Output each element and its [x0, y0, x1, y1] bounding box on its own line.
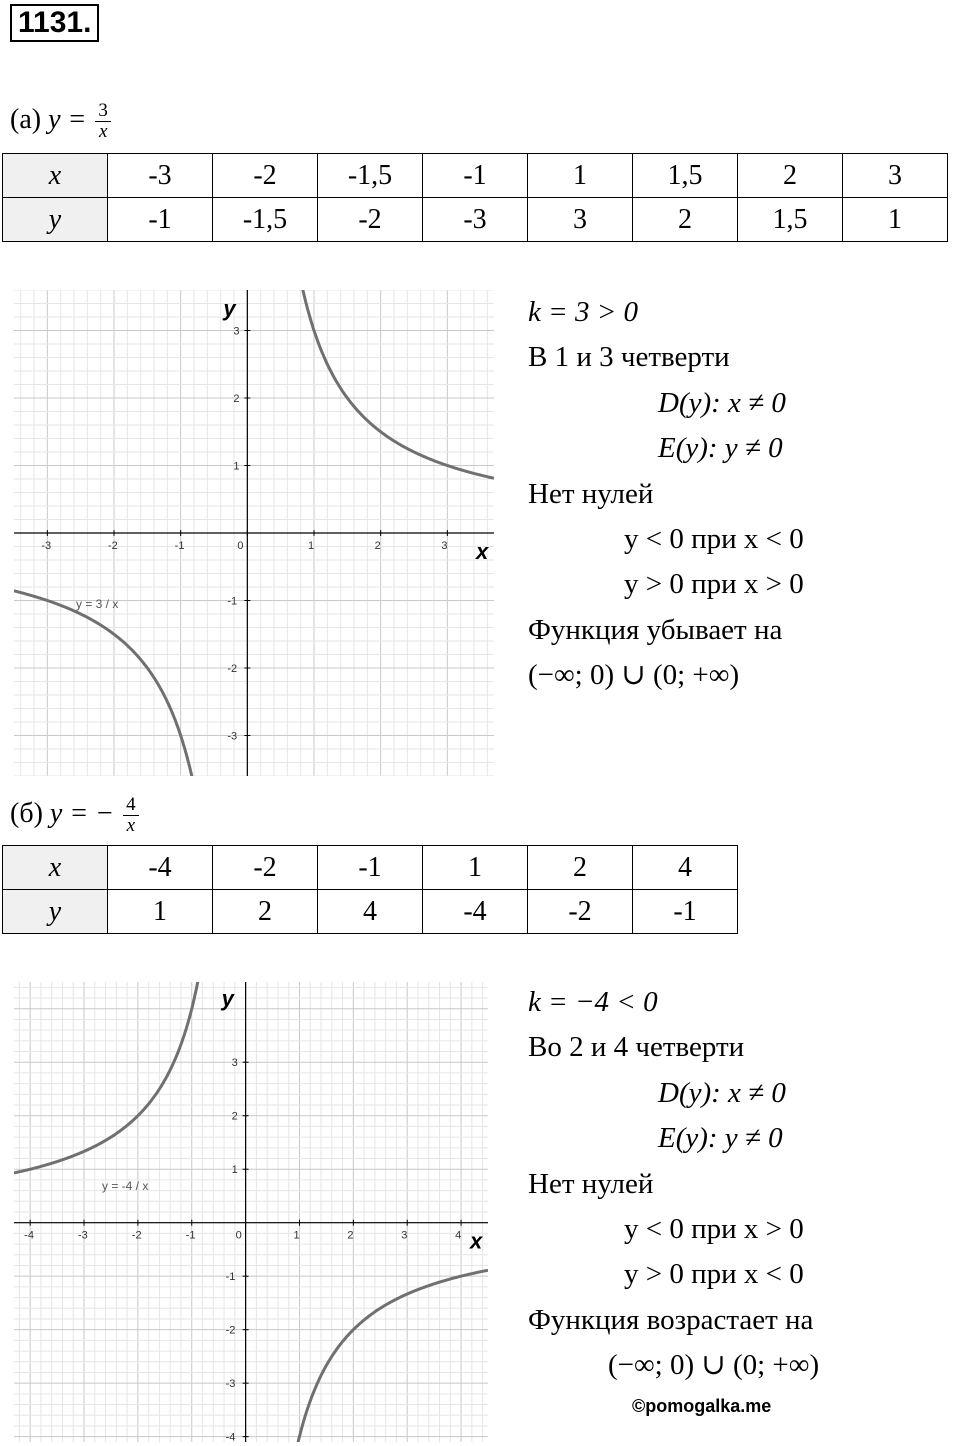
part-b-numerator: 4 — [123, 795, 139, 816]
y-header-cell: y — [3, 198, 108, 242]
part-b-denominator: x — [126, 815, 136, 837]
x-cell: -1,5 — [318, 154, 423, 198]
x-cell: 3 — [843, 154, 948, 198]
x-cell: -2 — [213, 846, 318, 890]
x-tick-label: -3 — [78, 1229, 88, 1242]
y-tick-label: -1 — [225, 1271, 236, 1284]
part-a-table — [2, 153, 948, 242]
x-axis-label: x — [470, 1228, 483, 1254]
y-cell: 4 — [318, 890, 423, 934]
table-row-x — [3, 846, 738, 890]
y-cell: -3 — [423, 198, 528, 242]
x-cell: -3 — [108, 154, 213, 198]
graph-b — [14, 982, 488, 1442]
y-tick-label: -2 — [225, 1324, 236, 1337]
x-tick-label: 2 — [347, 1229, 354, 1242]
note-domain: D(y): x ≠ 0 — [658, 1076, 786, 1109]
x-tick-label: 3 — [401, 1229, 408, 1242]
part-b-table — [2, 845, 738, 934]
note-negative: y < 0 при x > 0 — [624, 1212, 804, 1245]
note-k: k = 3 > 0 — [528, 296, 639, 328]
part-a-formula-lhs: y = — [48, 104, 94, 135]
watermark: ©pomogalka.me — [632, 1396, 772, 1416]
note-intervals: (−∞; 0) ∪ (0; +∞) — [528, 659, 740, 692]
x-tick-label: -1 — [185, 1229, 196, 1242]
y-cell: 1,5 — [738, 198, 843, 242]
x-tick-label: -1 — [174, 540, 185, 552]
x-header-cell: x — [3, 846, 108, 890]
table-row-y — [3, 198, 948, 242]
note-domain: D(y): x ≠ 0 — [658, 386, 786, 419]
part-a-numerator: 3 — [95, 101, 111, 122]
y-tick-label: 1 — [233, 460, 240, 473]
part-b-notes — [528, 980, 819, 1389]
x-tick-label: 4 — [455, 1229, 462, 1242]
note-range: E(y): y ≠ 0 — [658, 432, 783, 465]
part-a-label: (а) — [10, 104, 42, 135]
y-cell: -1 — [633, 890, 738, 934]
y-cell: 2 — [213, 890, 318, 934]
y-cell: 3 — [528, 198, 633, 242]
part-b-label: (б) — [10, 798, 43, 829]
table-row-y — [3, 890, 738, 934]
y-cell: -2 — [318, 198, 423, 242]
x-header-cell: x — [3, 154, 108, 198]
note-zeros: Нет нулей — [528, 1167, 654, 1200]
x-cell: -1 — [318, 846, 423, 890]
x-cell: 1 — [528, 154, 633, 198]
y-cell: -4 — [423, 890, 528, 934]
y-cell: -1,5 — [213, 198, 318, 242]
y-tick-label: 2 — [231, 1110, 238, 1123]
part-a-heading — [10, 100, 111, 142]
x-tick-label: 3 — [441, 540, 448, 552]
curve-branch-negative-x — [14, 982, 203, 1173]
part-a-fraction — [95, 101, 111, 142]
note-positive: y > 0 при x > 0 — [624, 568, 804, 601]
x-tick-label: -2 — [108, 540, 118, 552]
x-cell: 2 — [738, 154, 843, 198]
x-tick-label: 1 — [308, 540, 315, 552]
part-b-heading — [10, 794, 139, 836]
note-k: k = −4 < 0 — [528, 986, 658, 1018]
part-a-denominator: x — [98, 121, 108, 143]
x-tick-label: -2 — [131, 1229, 142, 1242]
y-tick-label: -3 — [225, 1378, 236, 1391]
table-row-x — [3, 154, 948, 198]
x-cell: -1 — [423, 154, 528, 198]
y-tick-label: -2 — [227, 663, 238, 675]
part-b-formula-lhs: y = − — [49, 798, 115, 829]
note-intervals: (−∞; 0) ∪ (0; +∞) — [608, 1349, 820, 1382]
x-tick-label: -3 — [41, 540, 52, 552]
y-axis-label: y — [223, 296, 236, 321]
y-tick-label: 2 — [233, 393, 240, 405]
x-cell: 1,5 — [633, 154, 738, 198]
problem-number: 1131. — [10, 4, 99, 42]
curve-branch-negative-x — [14, 591, 198, 776]
y-tick-label: 1 — [231, 1164, 238, 1177]
y-tick-label: -3 — [227, 730, 238, 743]
y-cell: -2 — [528, 890, 633, 934]
x-cell: -4 — [108, 846, 213, 890]
note-quadrants: Во 2 и 4 четверти — [528, 1031, 745, 1064]
note-monotonic: Функция убывает на — [528, 613, 783, 646]
x-tick-label: -4 — [24, 1229, 34, 1242]
x-cell: -2 — [213, 154, 318, 198]
graph-a — [14, 290, 494, 776]
y-cell: 1 — [843, 198, 948, 242]
y-cell: -1 — [108, 198, 213, 242]
x-tick-label: 0 — [235, 1229, 242, 1242]
note-positive: y > 0 при x < 0 — [624, 1258, 804, 1291]
note-quadrants: В 1 и 3 четверти — [528, 341, 730, 374]
y-axis-label: y — [221, 986, 234, 1011]
x-cell: 4 — [633, 846, 738, 890]
y-tick-label: 3 — [231, 1057, 238, 1070]
part-a-notes — [528, 290, 804, 699]
y-cell: 1 — [108, 890, 213, 934]
x-cell: 2 — [528, 846, 633, 890]
note-range: E(y): y ≠ 0 — [658, 1122, 783, 1155]
x-tick-label: 0 — [237, 540, 244, 552]
note-monotonic: Функция возрастает на — [528, 1303, 814, 1336]
curve-branch-positive-x — [293, 1270, 488, 1442]
y-tick-label: 3 — [233, 325, 240, 338]
x-cell: 1 — [423, 846, 528, 890]
y-tick-label: -4 — [225, 1431, 236, 1442]
part-b-fraction — [123, 795, 139, 836]
curve-label: y = -4 / x — [102, 1179, 149, 1193]
x-tick-label: 1 — [293, 1229, 300, 1242]
curve-label: y = 3 / x — [76, 597, 119, 611]
note-negative: y < 0 при x < 0 — [624, 522, 804, 555]
x-axis-label: x — [476, 539, 489, 564]
x-tick-label: 2 — [374, 540, 381, 552]
y-header-cell: y — [3, 890, 108, 934]
note-zeros: Нет нулей — [528, 477, 654, 510]
y-cell: 2 — [633, 198, 738, 242]
y-tick-label: -1 — [227, 595, 238, 608]
